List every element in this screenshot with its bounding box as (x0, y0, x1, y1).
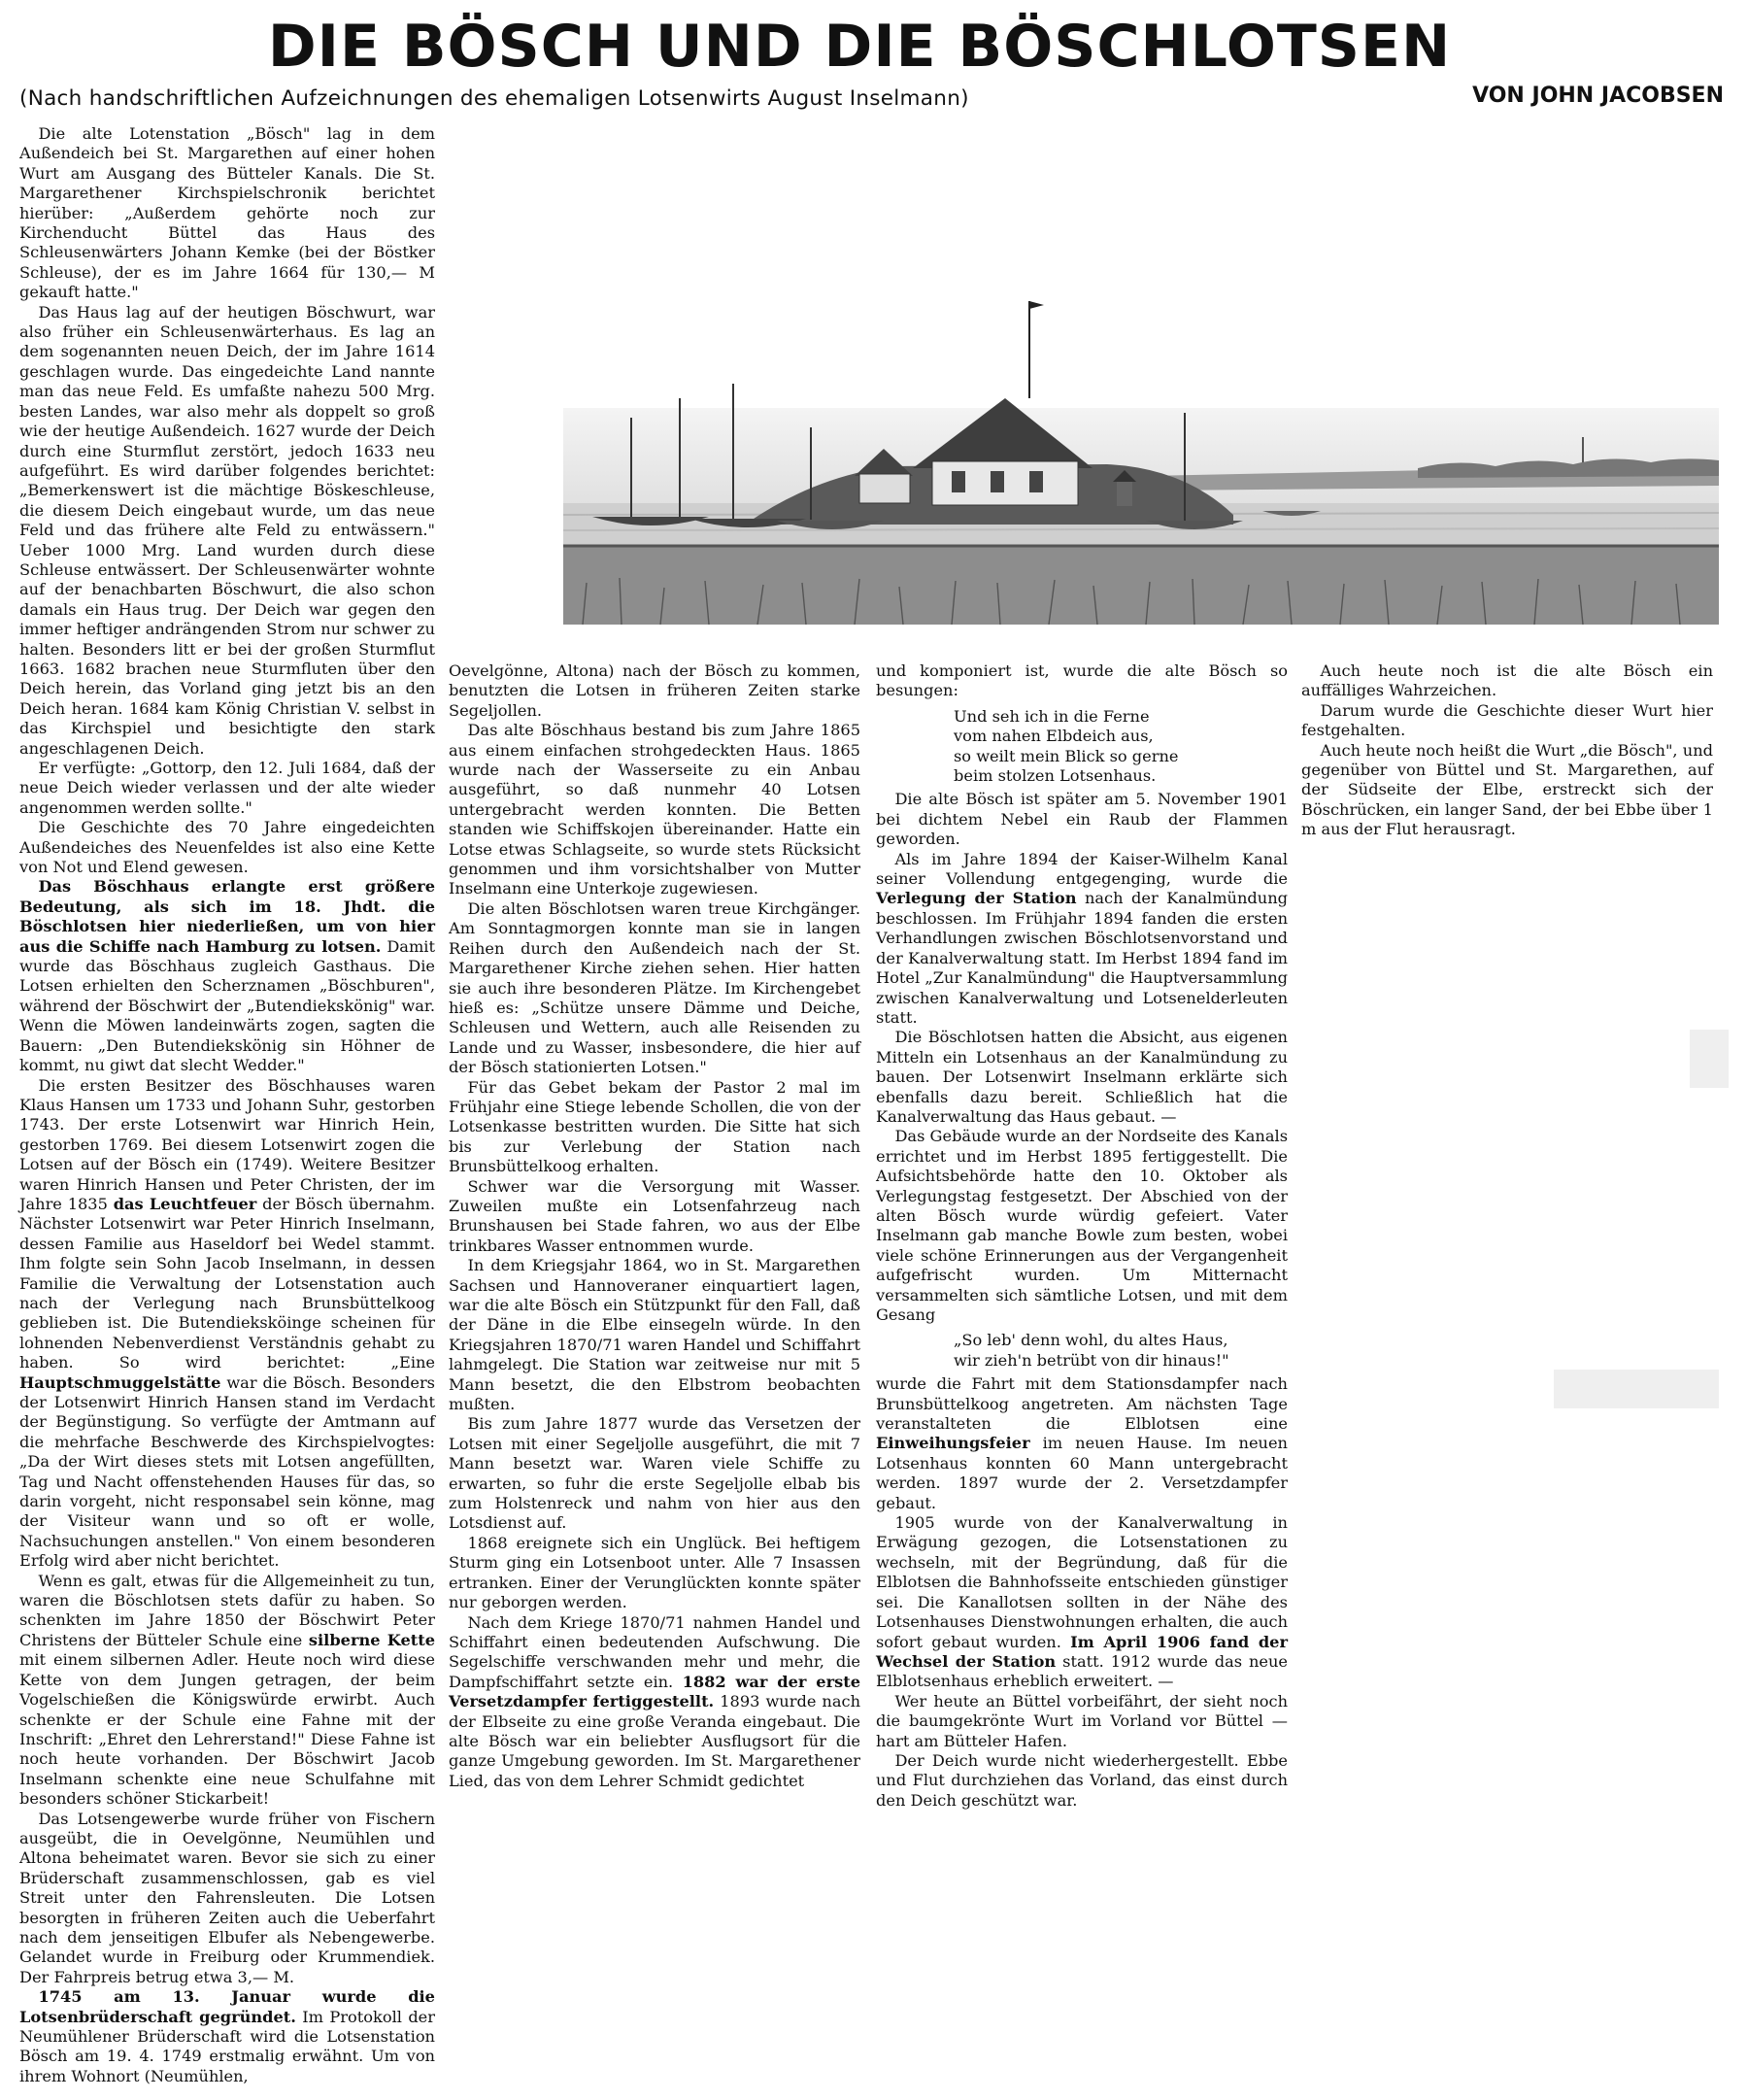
paragraph (876, 1751, 1288, 1811)
bold-text-run: Im April 1906 fand der Wechsel der Station (876, 1632, 1289, 1671)
text-run: Damit wurde das Böschhaus zugleich Gasthaus. Die Lotsen erhielten den Scherznamen „Böschburen", während der Böschwirt der „Butendiekskönig" war. Wenn die Möwen landeinwärts zogen, sagten die Bauern: „Den Butendiekskönig sin Höhner de kommt, nu giwt dat slecht Wedder." (19, 936, 435, 1075)
text-run: Die alten Böschlotsen waren treue Kirchgänger. Am Sonntagmorgen konnte man sie in langen Reihen durch den Außendeich nach der St. Margarethener Kirche ziehen sehen. Hier hatten sie auch ihre besonderen Plätze. Im Kirchengebet hieß es: „Schütze unsere Dämme und Deiche, Schleusen und Wettern, auch alle Reisenden zu Lande und zu Wasser, insbesondere, die hier auf der Bösch stationierten Lotsen." (449, 898, 860, 1077)
article-author: VON JOHN JACOBSEN (1472, 84, 1724, 108)
text-run: Auch heute noch heißt die Wurt „die Bösch", und gegenüber von Büttel und St. Margarethen, auf der Südseite der Elbe, erstreckt sich der Böschrücken, ein langer Sand, der bei Ebbe über 1 m aus der Flut herausragt. (1301, 740, 1713, 839)
text-run: Als im Jahre 1894 der Kaiser-Wilhelm Kanal seiner Vollendung entgegenging, wurde die (876, 849, 1288, 889)
bold-text-run: Verlegung der Station (876, 889, 1077, 908)
text-run: Wenn es galt, etwas für die Allgemeinheit zu tun, waren die Böschlotsen stets dafür zu haben. So schenkten im Jahre 1850 der Böschwirt Peter Christens der Bütteler Schule eine (19, 1571, 435, 1649)
bold-text-run: silberne Kette (308, 1630, 435, 1649)
paragraph (449, 1613, 860, 1792)
text-run: Er verfügte: „Gottorp, den 12. Juli 1684, daß der neue Deich wieder verlassen und der alte wieder angenommen werden sollte." (19, 759, 435, 817)
text-column-2 (449, 661, 860, 1791)
verse-line: wir zieh'n betrübt von dir hinaus!" (954, 1350, 1229, 1370)
text-run: im neuen Hause. Im neuen Lotsenhaus konnten 60 Mann untergebracht werden. 1897 wurde der 2. Versetzdampfer gebaut. (876, 1434, 1288, 1512)
verse-line: „So leb' denn wohl, du altes Haus, (954, 1331, 1228, 1350)
verse-line: vom nahen Elbdeich aus, (954, 727, 1154, 746)
verse-line: so weilt mein Blick so gerne (954, 746, 1179, 765)
verse-line: beim stolzen Lotsenhaus. (954, 766, 1157, 786)
text-column-1 (19, 124, 435, 2086)
text-run: Wer heute an Büttel vorbeifährt, der sieht noch die baumgekrönte Wurt im Vorland vor Büttel — hart am Bütteler Hafen. (876, 1691, 1288, 1750)
illustration-boeschhaus (563, 291, 1719, 625)
paragraph (19, 1987, 435, 2086)
article-title: DIE BÖSCH UND DIE BÖSCHLOTSEN (267, 13, 1452, 81)
text-run: 1905 wurde von der Kanalverwaltung in Erwägung gezogen, die Lotsenstationen zu wechseln, mit der Begründung, daß für die Elblotsen die Bahnhofsseite entschieden günstiger sei. Die Kanallotsen sollten in der Nähe des Lotsenhauses Dienstwohnungen erhalten, die auch sofort gebaut wurden. (876, 1513, 1288, 1651)
paragraph (876, 1127, 1288, 1325)
paragraph (449, 1078, 860, 1177)
bold-text-run: 1882 war der erste Versetzdampfer fertiggestellt. (449, 1672, 860, 1711)
text-run: Die Geschichte des 70 Jahre eingedeichten Außendeiches des Neuenfeldes ist also eine Kette von Not und Elend gewesen. (19, 818, 435, 877)
paragraph (449, 661, 860, 721)
text-run: Schwer war die Versorgung mit Wasser. Zuweilen mußte ein Lotsenfahrzeug nach Brunshausen bei Stade fahren, wo aus der Elbe trinkbares Wasser entnommen wurde. (449, 1176, 860, 1255)
text-run: Bis zum Jahre 1877 wurde das Versetzen der Lotsen mit einer Segeljolle ausgeführt, die mit 7 Mann besetzt war. Waren viele Schiffe zu erwarten, so fuhr die erste Segeljolle elbab bis zum Holstenreck und nahm von hier aus den Lotsdienst auf. (449, 1414, 860, 1533)
paragraph (19, 877, 435, 1075)
text-run: Das Haus lag auf der heutigen Böschwurt, war also früher ein Schleusenwärterhaus. Es lag an dem sogenannten neuen Deich, der im Jahre 1614 geschlagen wurde. Das eingedeichte Land nannte man das neue Feld. Es umfaßte nahezu 500 Mrg. besten Landes, war also mehr als doppelt so groß wie der heutige Außendeich. 1627 wurde der Deich durch eine Sturmflut zerstört, jedoch 1633 neu aufgeführt. Es wird darüber folgendes berichtet: „Bemerkenswert ist die mächtige Böskeschleuse, die diesem Deich eingebaut wurde, um das neue Feld und das frühere alte Feld zu entwässern." Ueber 1000 Mrg. Land wurden durch diese Schleuse entwässert. Der Schleusenwärter wohnte auf der benachbarten Böschwurt, die also schon damals ein Haus trug. Der Deich war gegen den immer heftiger andrängenden Strom nur schwer zu halten. Besonders litt er bei der großen Sturmflut 1663. 1682 brachen neue Sturmfluten über den Deich herein, das Vorland ging jetzt bis an den Deich heran. 1684 kam König Christian V. selbst in das Kirchspiel und besichtigte den stark angeschlagenen Deich. (19, 302, 435, 758)
text-run: Der Deich wurde nicht wiederhergestellt. Ebbe und Flut durchziehen das Vorland, das einst durch den Deich geschützt war. (876, 1750, 1288, 1810)
paragraph (19, 1572, 435, 1810)
bold-text-run: Einweihungsfeier (876, 1434, 1030, 1453)
paragraph (19, 1076, 435, 1572)
text-column-4 (1301, 661, 1713, 840)
text-run: war die Bösch. Besonders der Lotsenwirt Hinrich Hansen stand im Verdacht der Begünstigung. So verfügte der Amtmann auf die mehrfache Beschwerde des Kirchspielvogtes: „Da der Wirt dieses stets mit Lotsen angefüllten, Tag und Nacht offenstehenden Hauses für das, so darin vorgeht, nicht responsabel sein könne, mag der Visiteur wann und so oft er wolle, Nachsuchungen anstellen." Von einem besonderen Erfolg wird aber nicht berichtet. (19, 1372, 435, 1571)
paragraph (19, 303, 435, 759)
text-run: Nach dem Kriege 1870/71 nahmen Handel und Schiffahrt einen bedeutenden Aufschwung. Die Segelschiffe verschwanden mehr und mehr, die Dampfschiffahrt setzte ein. (449, 1612, 860, 1691)
text-run: Die alte Bösch ist später am 5. November 1901 bei dichtem Nebel ein Raub der Flammen geworden. (876, 790, 1288, 849)
text-run: Das Lotsengewerbe wurde früher von Fischern ausgeübt, die in Oevelgönne, Neumühlen und Altona beheimatet waren. Bevor sie sich zu einer Brüderschaft zusammenschlossen, gab es viel Streit unter den Fahrensleuten. Die Lotsen besorgten in früheren Zeiten auch die Ueberfahrt nach dem jenseitigen Elbufer als Nebengewerbe. Gelandet wurde in Freiburg oder Krummendiek. Der Fahrpreis betrug etwa 3,— M. (19, 1809, 435, 1986)
bold-text-run: das Leuchtfeuer (113, 1194, 257, 1213)
paragraph (1301, 701, 1713, 741)
paragraph (954, 707, 1288, 787)
text-run: Im Protokoll der Neumühlener Brüderschaft wird die Lotsenstation Bösch am 19. 4. 1749 erstmalig erwähnt. Um von ihrem Wohnort (Neumühlen, (19, 2007, 436, 2085)
verse-line: Und seh ich in die Ferne (954, 706, 1150, 726)
text-run: Das alte Böschhaus bestand bis zum Jahre 1865 aus einem einfachen strohgedeckten Haus. 1865 wurde nach der Wasserseite zu ein Anbau ausgeführt, so daß nunmehr 40 Lotsen untergebracht werden konnten. Die Betten standen wie Schiffskojen übereinander. Hatte ein Lotse etwas Schlagseite, so wurde stets Rücksicht genommen und ihm vorsichtshalber von Mutter Inselmann eine Unterkoje zugewiesen. (449, 721, 860, 898)
text-run: und komponiert ist, wurde die alte Bösch so besungen: (876, 661, 1288, 700)
paragraph (19, 1810, 435, 1988)
paragraph (449, 1534, 860, 1613)
text-run: 1868 ereignete sich ein Unglück. Bei heftigem Sturm ging ein Lotsenboot unter. Alle 7 Insassen ertranken. Einer der Verunglückten konnte später nur geborgen werden. (449, 1533, 860, 1612)
text-run: Die Böschlotsen hatten die Absicht, aus eigenen Mitteln ein Lotsenhaus an der Kanalmündung zu bauen. Der Lotsenwirt Inselmann erklärte sich ebenfalls dazu bereit. Schließlich hat die Kanalverwaltung das Haus gebaut. — (876, 1028, 1288, 1126)
scan-streak (1554, 1370, 1719, 1408)
text-run: 1893 wurde nach der Elbseite zu eine große Veranda eingebaut. Die alte Bösch war ein beliebter Ausflugsort für die ganze Umgebung geworden. Im St. Margarethener Lied, das von dem Lehrer Schmidt gedichtet (449, 1692, 860, 1790)
paragraph (449, 1414, 860, 1533)
paragraph (19, 818, 435, 877)
paragraph (449, 1177, 860, 1257)
text-run: Die alte Lotenstation „Bösch" lag in dem Außendeich bei St. Margarethen auf einer hohen Wurt am Ausgang des Bütteler Kanals. Die St. Margarethener Kirchspielschronik berichtet hierüber: „Außerdem gehörte noch zur Kirchenducht Büttel das Haus des Schleusenwärters Johann Kemke (bei der Böstker Schleuse), der es im Jahre 1664 für 130,— M gekauft hatte." (19, 124, 435, 302)
text-run: Darum wurde die Geschichte dieser Wurt hier festgehalten. (1301, 700, 1713, 740)
paragraph (876, 850, 1288, 1029)
paragraph (449, 1256, 860, 1414)
scan-streak (1690, 1030, 1729, 1088)
paragraph (19, 124, 435, 303)
text-run: Oevelgönne, Altona) nach der Bösch zu kommen, benutzten die Lotsen in früheren Zeiten starke Segeljollen. (449, 661, 860, 720)
paragraph (876, 661, 1288, 701)
paragraph (876, 1513, 1288, 1692)
paragraph (876, 790, 1288, 849)
paragraph (1301, 741, 1713, 840)
text-run: Das Gebäude wurde an der Nordseite des Kanals errichtet und im Herbst 1895 fertiggestellt. Die Aufsichtsbehörde hatte den 10. Oktober als Verlegungstag festgesetzt. Der Abschied von der alten Bösch wurde würdig gefeiert. Vater Inselmann gab manche Bowle zum besten, wobei viele schöne Erinnerungen aus der Vergangenheit aufgefrischt wurden. Um Mitternacht versammelten sich sämtliche Lotsen, und mit dem Gesang (876, 1127, 1288, 1324)
text-run: statt. 1912 wurde das neue Elblotsenhaus erheblich erweitert. — (876, 1651, 1288, 1691)
text-run: Die ersten Besitzer des Böschhauses waren Klaus Hansen um 1733 und Johann Suhr, gestorben 1743. Der erste Lotsenwirt war Hinrich Hein, gestorben 1769. Bei diesem Lotsenwirt zogen die Lotsen auf der Bösch ein (1749). Weitere Besitzer waren Hinrich Hansen und Peter Christen, der im Jahre 1835 (19, 1075, 435, 1213)
bold-text-run: 1745 am 13. Januar wurde die Lotsenbrüderschaft gegründet. (19, 1987, 435, 2026)
text-run: Auch heute noch ist die alte Bösch ein auffälliges Wahrzeichen. (1301, 661, 1713, 700)
bold-text-run: Hauptschmuggelstätte (19, 1372, 221, 1392)
text-run: nach der Kanalmündung beschlossen. Im Frühjahr 1894 fanden die ersten Verhandlungen zwischen Böschlotsenvorstand und der Kanalverwaltung statt. Im Herbst 1894 fand im Hotel „Zur Kanalmündung" die Hauptversammlung zwischen Kanalverwaltung und Lotsenelderleuten statt. (876, 889, 1288, 1027)
text-run: In dem Kriegsjahr 1864, wo in St. Margarethen Sachsen und Hannoveraner einquartiert lagen, war die alte Bösch ein Stützpunkt für den Fall, daß der Däne in die Elbe einsegeln würde. In den Kriegsjahren 1870/71 waren Handel und Schiffahrt lahmgelegt. Die Station war zeitweise nur mit 5 Mann besetzt, die den Elbstrom beobachten mußten. (449, 1256, 860, 1414)
text-run: Für das Gebet bekam der Pastor 2 mal im Frühjahr eine Stiege lebende Schollen, die von der Lotsenkasse bestritten wurden. Die Sitte hat sich bis zur Verlebung der Station nach Brunsbüttelkoog erhalten. (449, 1077, 860, 1176)
paragraph (19, 759, 435, 818)
paragraph (876, 1692, 1288, 1751)
text-column-3 (876, 661, 1288, 1811)
paragraph (954, 1331, 1288, 1371)
article-subtitle: (Nach handschriftlichen Aufzeichnungen des ehemaligen Lotsenwirts August Inselmann) (19, 86, 969, 111)
bold-text-run: Das Böschhaus erlangte erst größere Bedeutung, als sich im 18. Jhdt. die Böschlotsen hier niederließen, um von hier aus die Schiffe nach Hamburg zu lotsen. (19, 877, 435, 956)
text-run: wurde die Fahrt mit dem Stationsdampfer nach Brunsbüttelkoog angetreten. Am nächsten Tage veranstalteten die Elblotsen eine (876, 1374, 1288, 1434)
paragraph (449, 721, 860, 899)
paragraph (1301, 661, 1713, 701)
text-run: der Bösch übernahm. Nächster Lotsenwirt war Peter Hinrich Inselmann, dessen Familie aus Haseldorf bei Wedel stammt. Ihm folgte sein Sohn Jacob Inselmann, in dessen Familie die Verwaltung der Lotsenstation auch nach der Verlegung nach Brunsbüttelkoog geblieben ist. Die Butendieksköinge scheinen für lohnenden Nebenverdienst Verständnis gehabt zu haben. So wird berichtet: „Eine (19, 1194, 435, 1372)
paragraph (449, 899, 860, 1078)
paragraph (876, 1374, 1288, 1513)
text-run: mit einem silbernen Adler. Heute noch wird diese Kette von dem Jungen getragen, der beim Vogelschießen die Königswürde erwirbt. Auch schenkte er der Schule eine Fahne mit der Inschrift: „Ehret den Lehrerstand!" Diese Fahne ist noch heute vorhanden. Der Böschwirt Jacob Inselmann schenkte eine neue Schulfahne mit besonders schöner Stickarbeit! (19, 1650, 435, 1809)
paragraph (876, 1028, 1288, 1127)
